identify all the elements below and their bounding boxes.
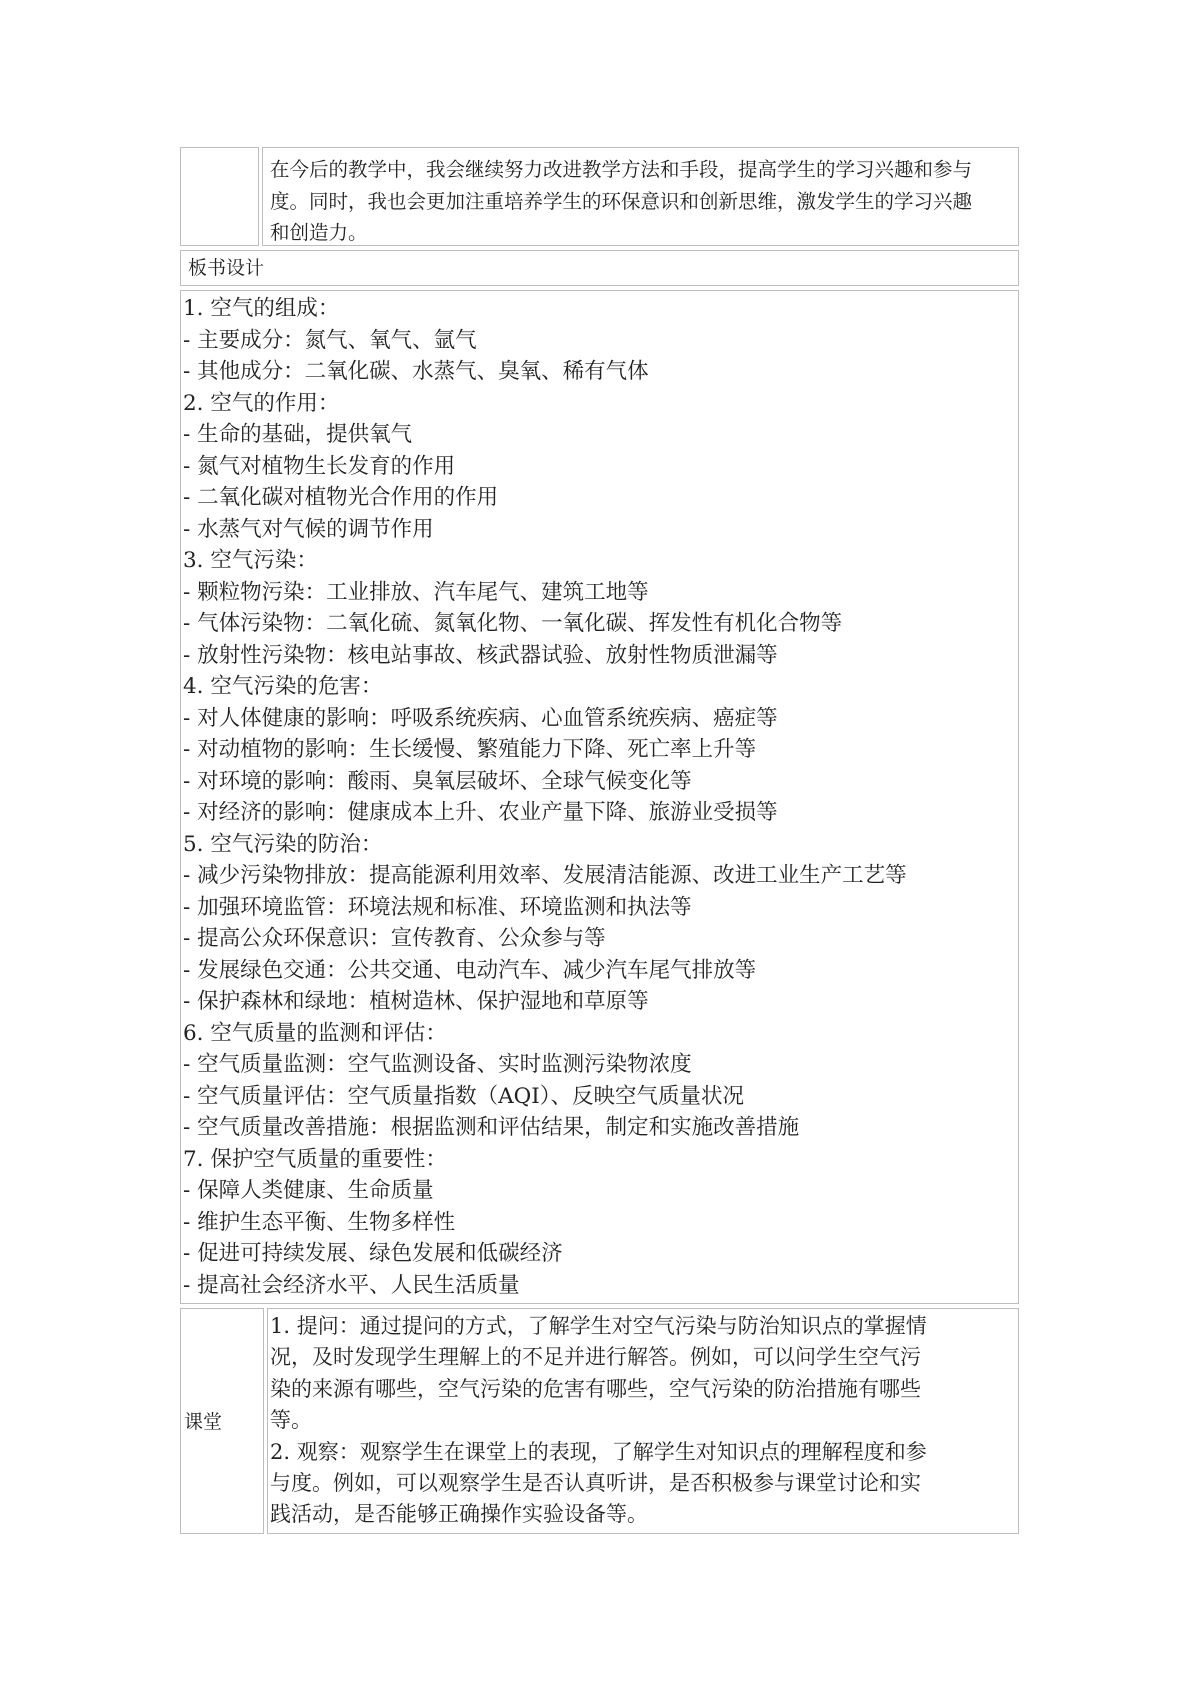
reflection-label-cell — [180, 147, 259, 246]
classroom-line: 与度。例如，可以观察学生是否认真听讲，是否积极参与课堂讨论和实 — [270, 1471, 921, 1496]
board-design-text — [183, 293, 1014, 1301]
board-design-line: - 空气质量监测：空气监测设备、实时监测污染物浓度 — [183, 1052, 692, 1077]
classroom-label: 课堂 — [184, 1411, 223, 1433]
board-design-line: - 提高社会经济水平、人民生活质量 — [183, 1272, 520, 1298]
board-design-line: - 对动植物的影响：生长缓慢、繁殖能力下降、死亡率上升等 — [183, 737, 757, 762]
classroom-content-cell — [267, 1308, 1019, 1534]
board-design-line: - 主要成分：氮气、氧气、氩气 — [183, 327, 477, 353]
board-design-line: - 发展绿色交通：公共交通、电动汽车、减少汽车尾气排放等 — [183, 957, 757, 983]
board-design-line: 1. 空气的组成： — [183, 296, 340, 321]
board-design-line: - 二氧化碳对植物光合作用的作用 — [183, 485, 499, 510]
board-design-line: 3. 空气污染： — [183, 548, 318, 573]
board-design-line: - 保障人类健康、生命质量 — [183, 1178, 434, 1203]
board-design-line: - 颗粒物污染：工业排放、汽车尾气、建筑工地等 — [183, 579, 649, 605]
board-design-line: 2. 空气的作用： — [183, 390, 340, 416]
reflection-line: 度。同时，我也会更加注重培养学生的环保意识和创新思维，激发学生的学习兴趣 — [270, 189, 973, 213]
board-design-line: 7. 保护空气质量的重要性： — [183, 1146, 447, 1172]
board-design-line: - 减少污染物排放：提高能源利用效率、发展清洁能源、改进工业生产工艺等 — [183, 863, 907, 888]
board-design-line: - 维护生态平衡、生物多样性 — [183, 1209, 456, 1235]
classroom-line: 1. 提问：通过提问的方式，了解学生对空气污染与防治知识点的掌握情 — [270, 1314, 927, 1338]
reflection-text — [270, 154, 1014, 249]
classroom-line: 2. 观察：观察学生在课堂上的表现，了解学生对知识点的理解程度和参 — [270, 1439, 927, 1464]
board-design-line: - 水蒸气对气候的调节作用 — [183, 516, 434, 542]
reflection-content-cell — [262, 147, 1019, 246]
classroom-line: 况，及时发现学生理解上的不足并进行解答。例如，可以问学生空气污 — [270, 1345, 921, 1370]
board-design-line: - 对经济的影响：健康成本上升、农业产量下降、旅游业受损等 — [183, 800, 778, 825]
board-design-line: - 生命的基础，提供氧气 — [183, 422, 413, 447]
board-design-title-cell — [180, 250, 1019, 286]
board-design-line: 4. 空气污染的危害： — [183, 674, 383, 699]
board-design-content-cell — [180, 290, 1019, 1304]
classroom-line: 染的来源有哪些，空气污染的危害有哪些，空气污染的防治措施有哪些 — [270, 1376, 921, 1401]
board-design-line: 5. 空气污染的防治： — [183, 831, 383, 857]
board-design-line: 6. 空气质量的监测和评估： — [183, 1020, 447, 1046]
board-design-line: - 气体污染物：二氧化硫、氮氧化物、一氧化碳、挥发性有机化合物等 — [183, 611, 843, 636]
board-design-line: - 提高公众环保意识：宣传教育、公众参与等 — [183, 926, 606, 951]
board-design-title: 板书设计 — [188, 257, 265, 279]
classroom-text — [270, 1311, 1014, 1531]
reflection-line: 和创造力。 — [270, 221, 368, 244]
board-design-line: - 促进可持续发展、绿色发展和低碳经济 — [183, 1241, 563, 1266]
classroom-line: 践活动，是否能够正确操作实验设备等。 — [270, 1502, 648, 1527]
classroom-line: 等。 — [270, 1408, 312, 1433]
board-design-line: - 空气质量评估：空气质量指数（AQI）、反映空气质量状况 — [183, 1083, 744, 1109]
board-design-line: - 空气质量改善措施：根据监测和评估结果，制定和实施改善措施 — [183, 1115, 800, 1140]
board-design-line: - 加强环境监管：环境法规和标准、环境监测和执法等 — [183, 894, 692, 920]
reflection-line: 在今后的教学中，我会继续努力改进教学方法和手段，提高学生的学习兴趣和参与 — [270, 158, 973, 181]
classroom-label-cell — [180, 1308, 264, 1534]
board-design-line: - 对人体健康的影响：呼吸系统疾病、心血管系统疾病、癌症等 — [183, 705, 778, 731]
board-design-line: - 保护森林和绿地：植树造林、保护湿地和草原等 — [183, 989, 649, 1014]
board-design-line: - 对环境的影响：酸雨、臭氧层破坏、全球气候变化等 — [183, 768, 692, 794]
board-design-line: - 其他成分：二氧化碳、水蒸气、臭氧、稀有气体 — [183, 359, 649, 384]
board-design-line: - 氮气对植物生长发育的作用 — [183, 453, 456, 479]
board-design-line: - 放射性污染物：核电站事故、核武器试验、放射性物质泄漏等 — [183, 642, 778, 668]
